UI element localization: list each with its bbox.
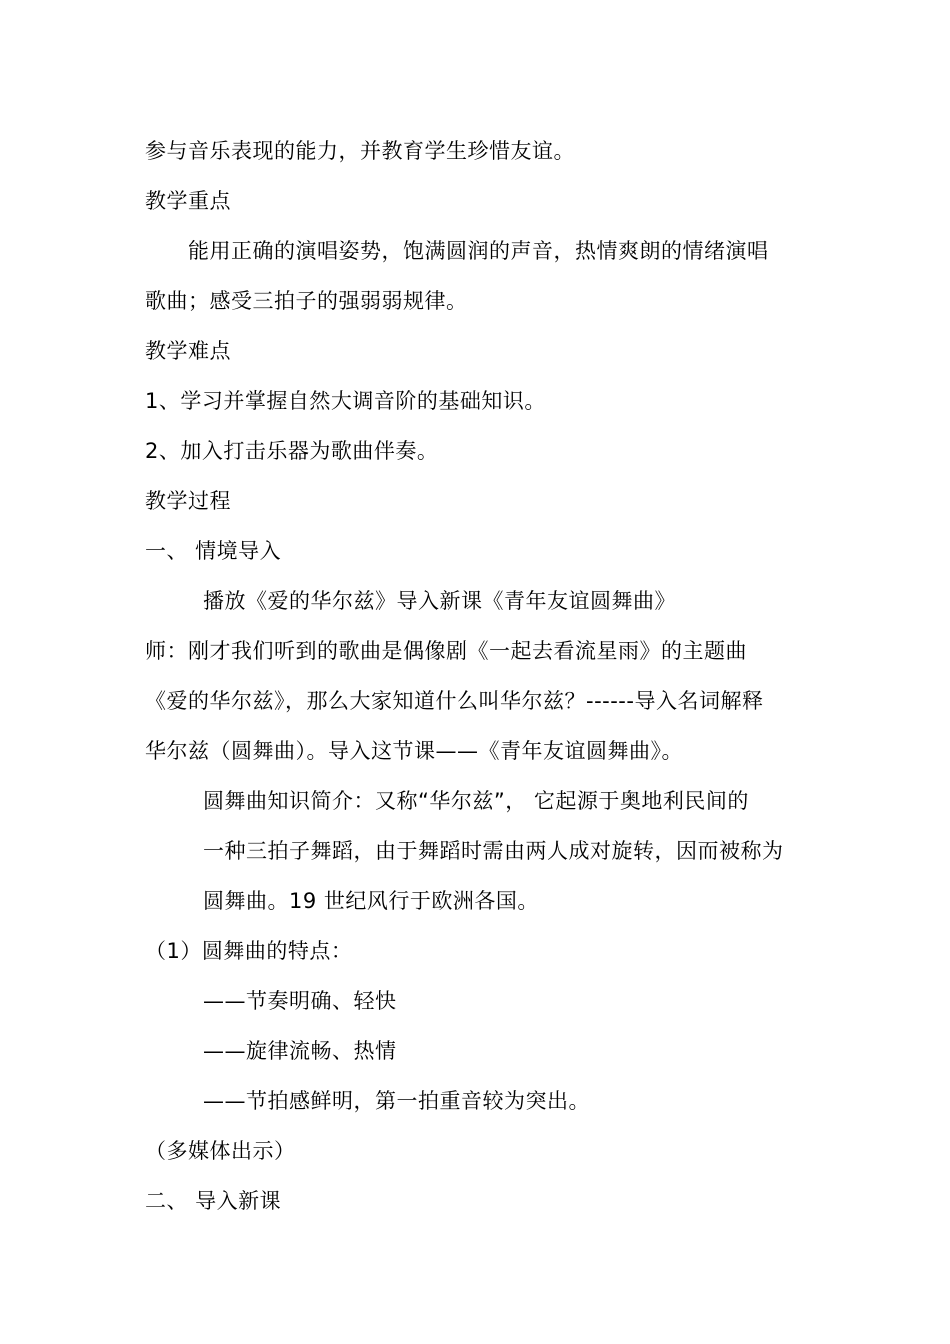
text-line-11: 师：刚才我们听到的歌曲是偶像剧《一起去看流星雨》的主题曲: [145, 639, 747, 663]
subheading-waltz-features: （1）圆舞曲的特点：: [145, 939, 353, 963]
heading-teaching-process: 教学过程: [145, 489, 231, 513]
section-heading-2: 二、 导入新课: [145, 1189, 282, 1213]
text-line-1: 参与音乐表现的能力，并教育学生珍惜友谊。: [145, 139, 575, 163]
text-line-10: 播放《爱的华尔兹》导入新课《青年友谊圆舞曲》: [203, 589, 676, 613]
text-line-15: 一种三拍子舞蹈，由于舞蹈时需由两人成对旋转，因而被称为: [203, 839, 784, 863]
list-item-2: 2、加入打击乐器为歌曲伴奏。: [145, 439, 439, 463]
section-heading-1: 一、 情境导入: [145, 539, 282, 563]
text-line-14: 圆舞曲知识简介：又称“华尔兹”， 它起源于奥地利民间的: [203, 789, 749, 813]
list-item-1: 1、学习并掌握自然大调音阶的基础知识。: [145, 389, 546, 413]
text-line-16: 圆舞曲。19 世纪风行于欧洲各国。: [203, 889, 539, 913]
text-line-12: 《爱的华尔兹》，那么大家知道什么叫华尔兹？------导入名词解释: [145, 689, 764, 713]
text-line-21: （多媒体出示）: [145, 1139, 296, 1163]
text-line-4: 歌曲；感受三拍子的强弱弱规律。: [145, 289, 468, 313]
feature-item-1: ——节奏明确、轻快: [203, 989, 397, 1013]
text-line-3: 能用正确的演唱姿势，饱满圆润的声音，热情爽朗的情绪演唱: [188, 239, 769, 263]
heading-teaching-difficulty: 教学难点: [145, 339, 231, 363]
feature-item-2: ——旋律流畅、热情: [203, 1039, 397, 1063]
heading-teaching-focus: 教学重点: [145, 189, 231, 213]
text-line-13: 华尔兹（圆舞曲）。导入这节课——《青年友谊圆舞曲》。: [145, 739, 683, 763]
feature-item-3: ——节拍感鲜明，第一拍重音较为突出。: [203, 1089, 590, 1113]
